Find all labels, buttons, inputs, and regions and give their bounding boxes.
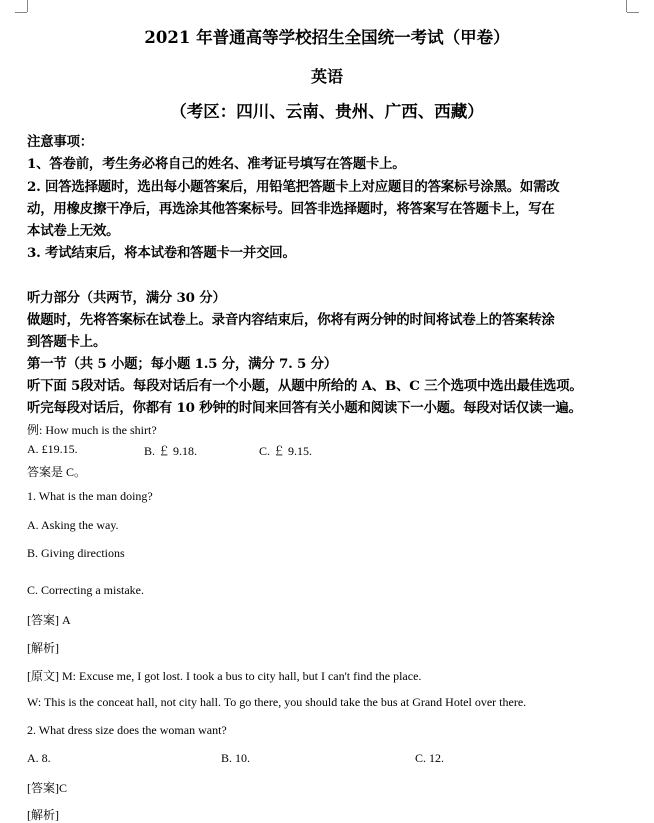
example-question: 例: How much is the shirt? (27, 423, 157, 437)
corner-mark-left-v (27, 0, 28, 12)
corner-mark-left-h (15, 12, 27, 13)
example-option-a: A. £19.15. (27, 442, 78, 456)
q2-answer: [答案]C (27, 781, 67, 795)
section1-heading: 第一节（共 5 小题；每小题 1.5 分，满分 7. 5 分） (27, 356, 337, 372)
notes-item-2-line-3: 本试卷上无效。 (27, 223, 120, 239)
q1-transcript-man: [原文] M: Excuse me, I got lost. I took a bus to city hall, but I can't find the place. (27, 669, 422, 683)
example-option-c: C. ￡ 9.15. (259, 444, 313, 458)
notes-item-3: 3. 考试结束后，将本试卷和答题卡一并交回。 (27, 245, 296, 261)
q1-option-b: B. Giving directions (27, 546, 125, 560)
notes-heading: 注意事项： (27, 134, 93, 150)
notes-item-2-line-2: 动，用橡皮擦干净后，再选涂其他答案标号。回答非选择题时，将答案写在答题卡上，写在 (27, 201, 555, 217)
example-option-b: B. ￡ 9.18. (144, 444, 198, 458)
corner-mark-right-v (626, 0, 627, 12)
notes-item-2-line-1: 2. 回答选择题时，选出每小题答案后，用铅笔把答题卡上对应题目的答案标号涂黑。如需改 (27, 179, 560, 195)
q2-analysis: [解析] (27, 808, 59, 822)
q1-analysis: [解析] (27, 641, 59, 655)
q2-option-a: A. 8. (27, 751, 51, 765)
example-answer: 答案是 C。 (27, 465, 87, 479)
q1-question: 1. What is the man doing? (27, 489, 153, 503)
corner-mark-right-h (627, 12, 639, 13)
q2-option-b: B. 10. (221, 751, 251, 765)
exam-title: 2021 年普通高等学校招生全国统一考试（甲卷） (144, 28, 510, 47)
subject-title: 英语 (310, 67, 343, 86)
q1-transcript-woman: W: This is the conceat hall, not city hall. To go there, you should take the bus at Grand Hotel over there. (27, 695, 527, 709)
region-subtitle: （考区：四川、云南、贵州、广西、西藏） (170, 102, 484, 121)
q1-answer: [答案] A (27, 613, 71, 627)
section1-instructions-line-2: 听完每段对话后，你都有 10 秒钟的时间来回答有关小题和阅读下一小题。每段对话仅读一遍。 (27, 400, 582, 416)
listening-intro-line-2: 到答题卡上。 (27, 334, 107, 350)
listening-intro-line-1: 做题时，先将答案标在试卷上。录音内容结束后，你将有两分钟的时间将试卷上的答案转涂 (27, 312, 555, 328)
q1-option-c: C. Correcting a mistake. (27, 583, 144, 597)
section1-instructions-line-1: 听下面 5段对话。每段对话后有一个小题，从题中所给的 A、B、C 三个选项中选出最佳选项。 (27, 378, 583, 394)
notes-item-1: 1、答卷前，考生务必将自己的姓名、准考证号填写在答题卡上。 (27, 156, 406, 172)
q2-option-c: C. 12. (415, 751, 445, 765)
q2-question: 2. What dress size does the woman want? (27, 723, 227, 737)
q1-option-a: A. Asking the way. (27, 518, 119, 532)
listening-heading: 听力部分（共两节，满分 30 分） (27, 290, 226, 306)
